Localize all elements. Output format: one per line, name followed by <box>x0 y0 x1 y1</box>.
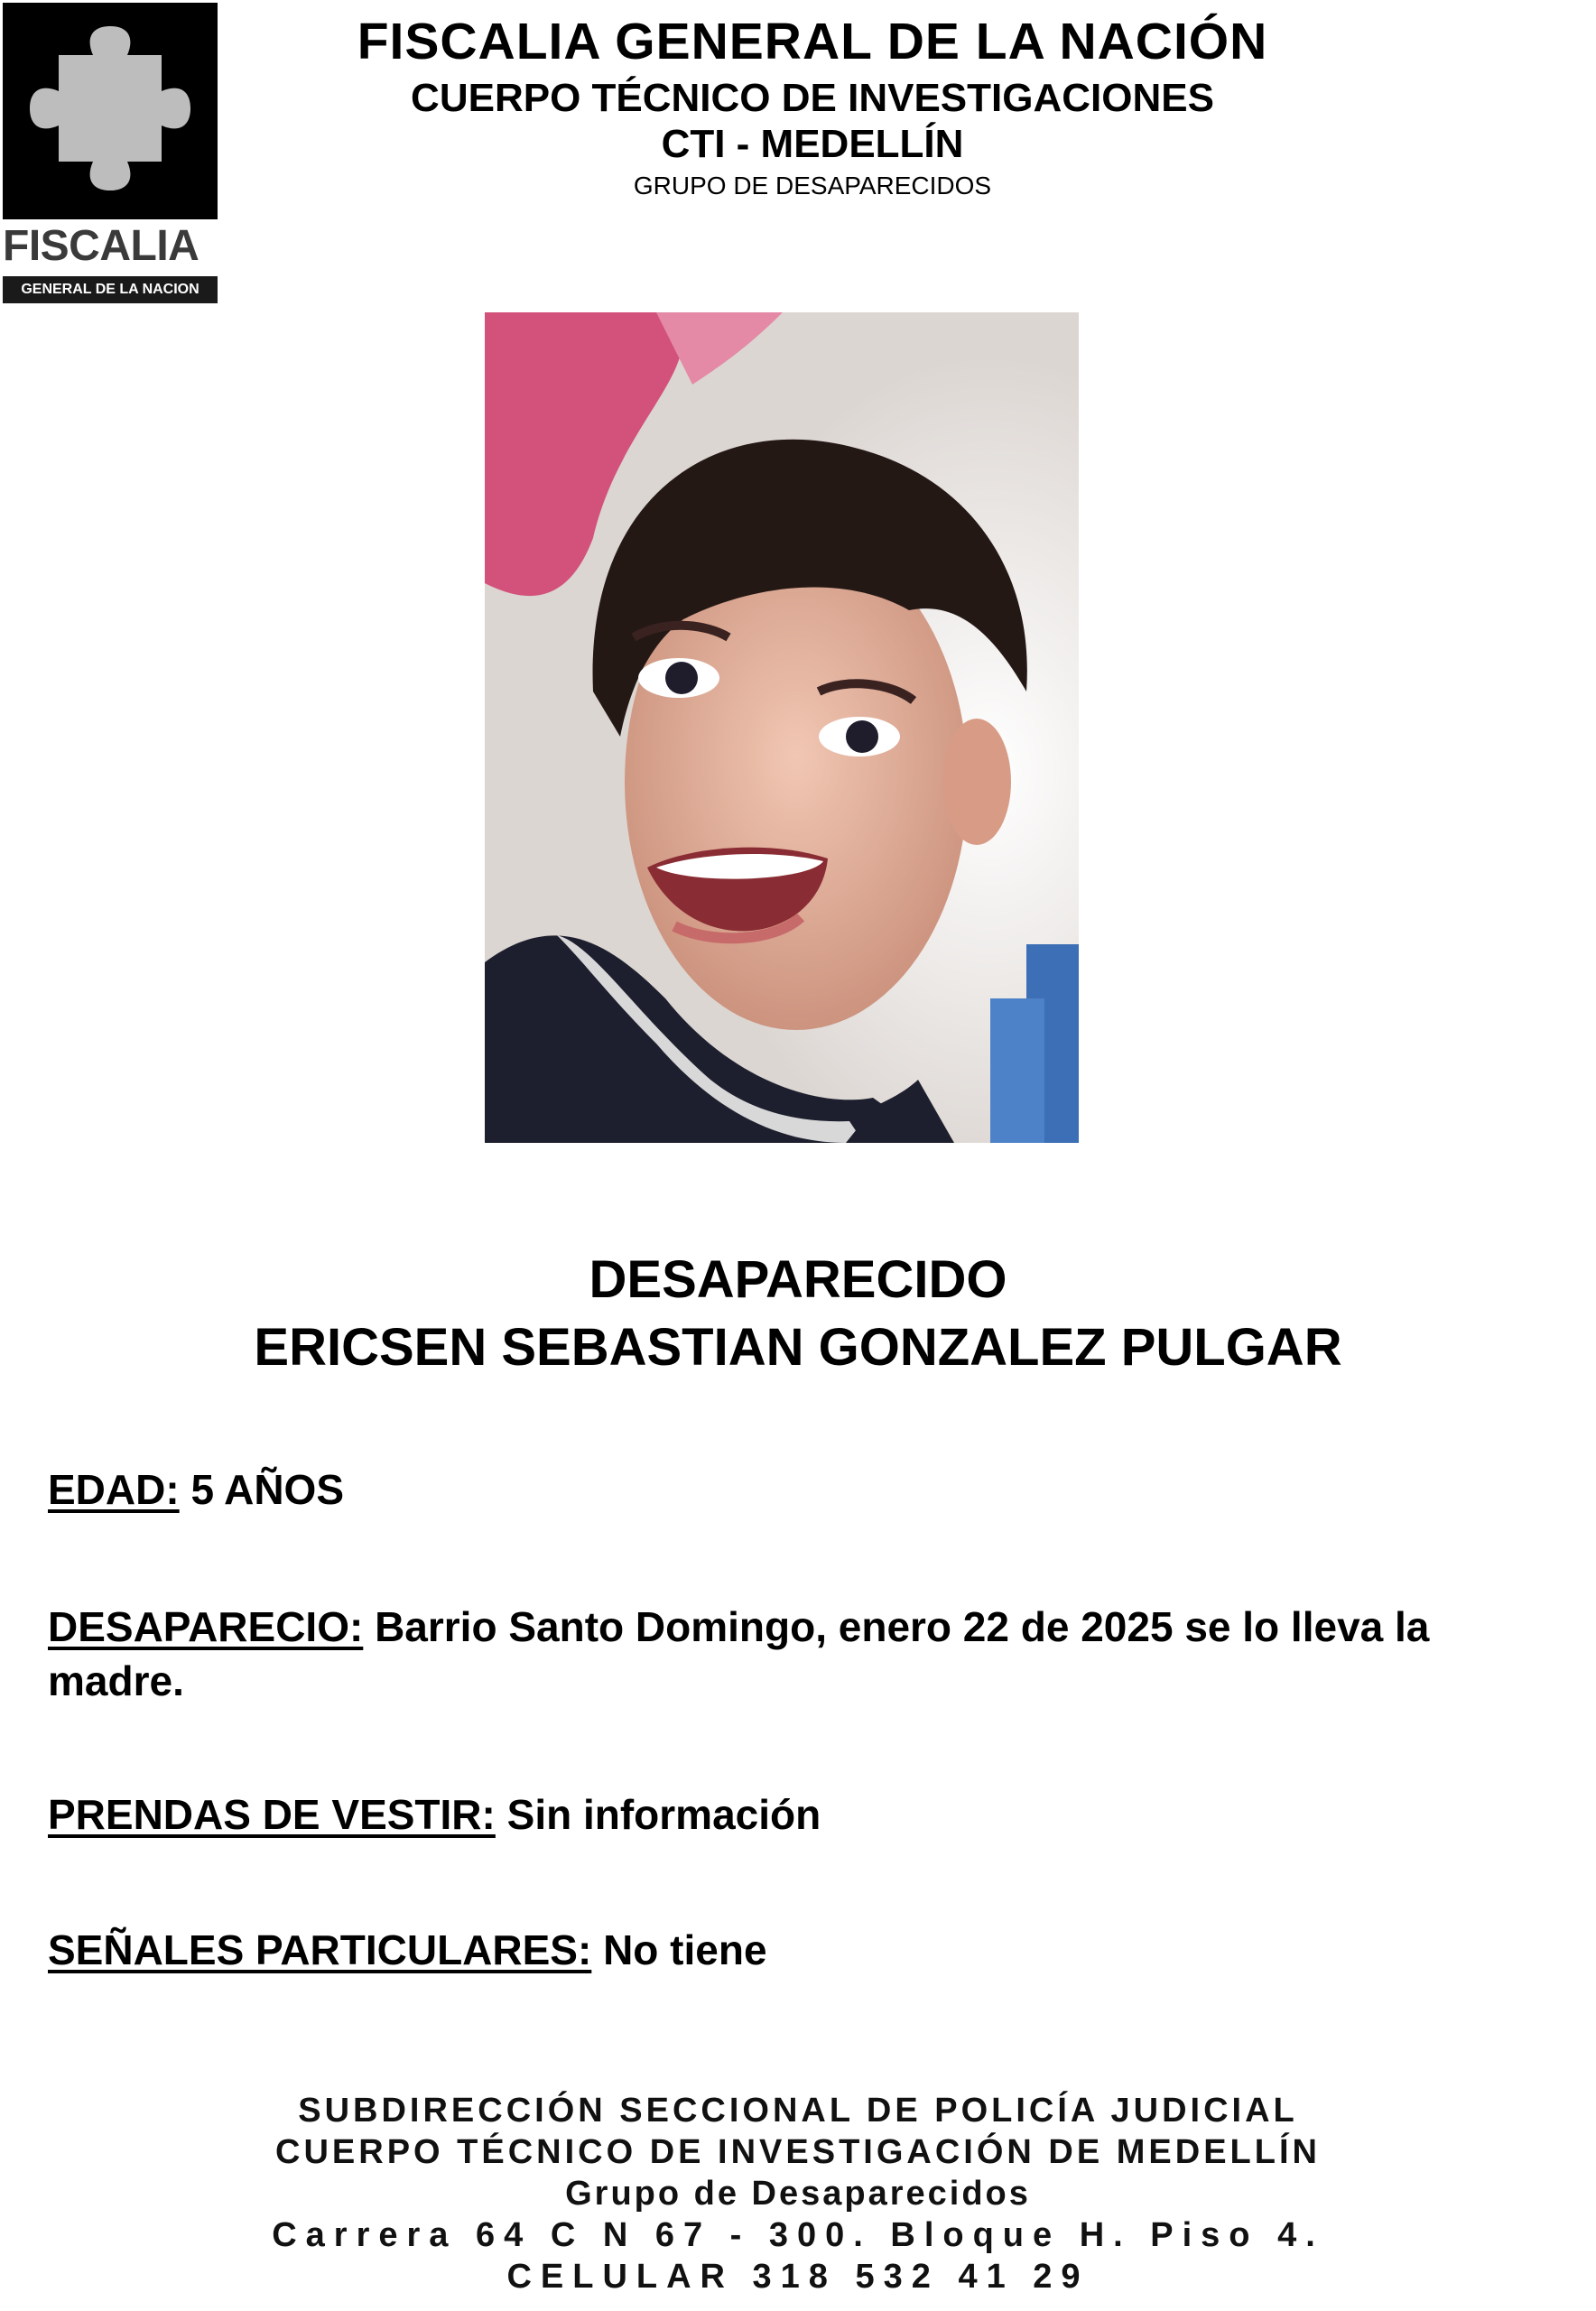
person-name: ERICSEN SEBASTIAN GONZALEZ PULGAR <box>254 1318 1342 1377</box>
field-marks-value: No tiene <box>591 1926 767 1973</box>
header-subtitle: CUERPO TÉCNICO DE INVESTIGACIONES <box>411 76 1214 120</box>
header <box>271 7 1354 204</box>
status-title: DESAPARECIDO <box>589 1250 1007 1309</box>
field-clothing-label: PRENDAS DE VESTIR: <box>48 1791 496 1838</box>
footer-line-phone: CELULAR 318 532 41 29 <box>506 2258 1090 2296</box>
puzzle-piece-icon <box>3 3 218 219</box>
footer-line-group: Grupo de Desaparecidos <box>565 2175 1031 2213</box>
header-location: CTI - MEDELLÍN <box>661 122 964 166</box>
logo-wordmark: FISCALIA <box>3 222 200 270</box>
field-age <box>48 1462 1564 1517</box>
header-title: FISCALIA GENERAL DE LA NACIÓN <box>357 13 1268 70</box>
header-group: GRUPO DE DESAPARECIDOS <box>633 172 992 200</box>
missing-person-photo <box>485 312 1079 1143</box>
field-clothing-value: Sin información <box>495 1791 821 1838</box>
field-age-label: EDAD: <box>48 1466 180 1513</box>
field-distinguishing-marks <box>48 1923 1564 1977</box>
field-age-value: 5 AÑOS <box>179 1466 345 1513</box>
footer-contact <box>0 2090 1596 2297</box>
fiscalia-logo <box>0 0 221 307</box>
field-disappeared <box>48 1600 1564 1708</box>
footer-line-division: SUBDIRECCIÓN SECCIONAL DE POLICÍA JUDICIAL <box>298 2092 1298 2130</box>
logo-subtitle: GENERAL DE LA NACION <box>3 276 218 303</box>
footer-line-unit: CUERPO TÉCNICO DE INVESTIGACIÓN DE MEDELLÍN <box>275 2133 1321 2171</box>
field-marks-label: SEÑALES PARTICULARES: <box>48 1926 592 1973</box>
child-photo-icon <box>485 312 1079 1143</box>
field-disappeared-value: Barrio Santo Domingo, enero 22 de 2025 se lo lleva la madre. <box>48 1603 1430 1704</box>
footer-line-address: Carrera 64 C N 67 - 300. Bloque H. Piso 4. <box>272 2216 1324 2254</box>
field-clothing <box>48 1787 1564 1842</box>
field-disappeared-label: DESAPARECIO: <box>48 1603 364 1650</box>
